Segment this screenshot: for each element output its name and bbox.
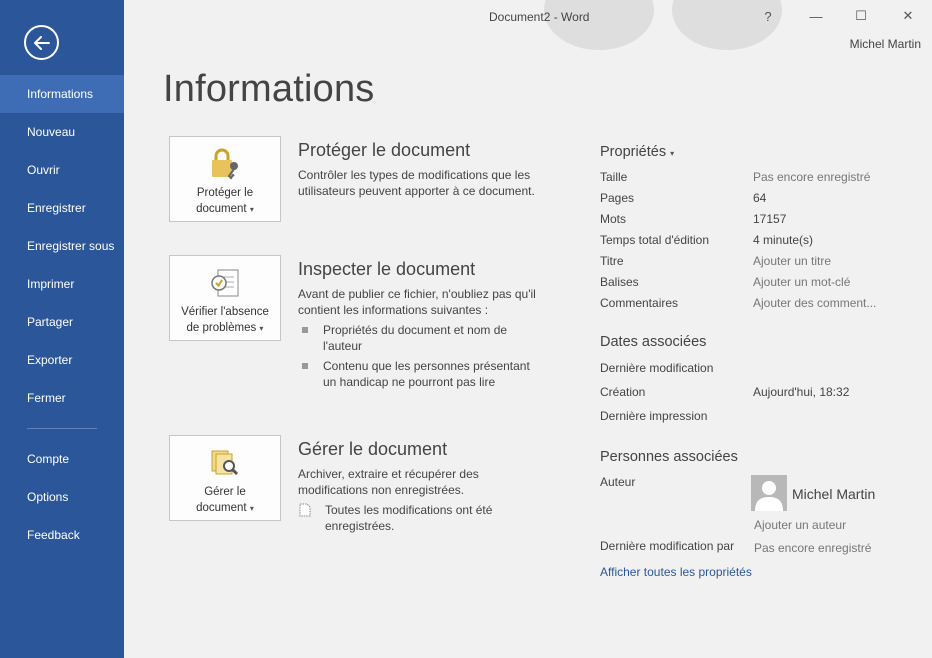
- author-label: Auteur: [600, 475, 636, 489]
- backstage-sidebar: [0, 0, 124, 658]
- nav-divider: [27, 428, 97, 429]
- date-label-creation: Création: [600, 385, 646, 399]
- last-modified-by-label: Dernière modification par: [600, 539, 735, 553]
- inspect-description: Avant de publier ce fichier, n'oubliez pas qu'il contient les informations suivantes :: [298, 287, 536, 317]
- document-title: Document2 - Word: [489, 10, 590, 24]
- nav-informations[interactable]: Informations: [0, 75, 124, 113]
- prop-label-titre: Titre: [600, 254, 624, 268]
- nav-feedback[interactable]: Feedback: [27, 528, 80, 542]
- tags-input[interactable]: Ajouter un mot-clé: [753, 275, 851, 289]
- chevron-down-icon: ▾: [249, 504, 254, 513]
- prop-value-mots: 17157: [753, 212, 787, 226]
- nav-enregistrer-sous[interactable]: Enregistrer sous: [27, 239, 115, 253]
- nav-fermer[interactable]: Fermer: [27, 391, 66, 405]
- protect-button-label: Protéger le document ▾: [196, 187, 254, 215]
- manage-document-button[interactable]: [169, 435, 281, 521]
- inspect-heading: Inspecter le document: [298, 259, 476, 279]
- bullet-square-icon: [302, 327, 308, 333]
- properties-heading[interactable]: Propriétés ▾: [600, 144, 675, 160]
- people-heading: Personnes associées: [600, 449, 738, 465]
- nav-options[interactable]: Options: [27, 490, 69, 504]
- list-item: Propriétés du document et nom de l'auteur: [298, 322, 538, 354]
- title-bar: [124, 0, 932, 50]
- help-icon[interactable]: ?: [764, 8, 772, 24]
- avatar[interactable]: [751, 475, 787, 511]
- prop-label-pages: Pages: [600, 191, 635, 205]
- title-input[interactable]: Ajouter un titre: [753, 254, 832, 268]
- chevron-down-icon: ▾: [249, 205, 254, 214]
- show-all-properties-link[interactable]: Afficher toutes les propriétés: [600, 565, 752, 579]
- document-icon: [299, 503, 311, 517]
- manage-documents-icon: [208, 446, 242, 480]
- manage-button-label: Gérer le document ▾: [196, 486, 254, 514]
- prop-label-commentaires: Commentaires: [600, 296, 679, 310]
- check-issues-button-label: Vérifier l'absence de problèmes ▾: [181, 306, 269, 334]
- prop-value-pages: 64: [753, 191, 767, 205]
- manage-description: Archiver, extraire et récupérer des modifications non enregistrées.: [298, 467, 479, 497]
- nav-exporter[interactable]: Exporter: [27, 353, 73, 367]
- signed-in-user[interactable]: Michel Martin: [849, 37, 921, 51]
- comments-input[interactable]: Ajouter des comment...: [753, 296, 877, 310]
- nav-nouveau[interactable]: Nouveau: [27, 125, 76, 139]
- author-name[interactable]: Michel Martin: [792, 486, 876, 502]
- backstage-nav: [0, 75, 124, 554]
- inspect-bullets: [298, 322, 538, 390]
- add-author-link[interactable]: Ajouter un auteur: [754, 518, 847, 532]
- last-modified-by-value: Pas encore enregistré: [754, 541, 872, 555]
- dates-heading: Dates associées: [600, 334, 707, 350]
- prop-label-temps: Temps total d'édition: [600, 233, 710, 247]
- protect-description: Contrôler les types de modifications que les utilisateurs peuvent apporter à ce document.: [298, 168, 535, 198]
- chevron-down-icon: ▾: [670, 149, 675, 158]
- protect-heading: Protéger le document: [298, 140, 471, 160]
- page-title: Informations: [163, 68, 375, 110]
- protect-section: [298, 140, 538, 199]
- chevron-down-icon: ▾: [259, 324, 264, 333]
- prop-label-taille: Taille: [600, 170, 628, 184]
- prop-label-balises: Balises: [600, 275, 639, 289]
- list-item: Contenu que les personnes présentant un handicap ne pourront pas lire: [298, 358, 538, 390]
- inspect-section: [298, 259, 538, 394]
- prop-value-temps: 4 minute(s): [753, 233, 814, 247]
- bullet-square-icon: [302, 363, 308, 369]
- nav-imprimer[interactable]: Imprimer: [27, 277, 75, 291]
- nav-enregistrer[interactable]: Enregistrer: [27, 201, 86, 215]
- nav-ouvrir[interactable]: Ouvrir: [27, 163, 60, 177]
- inspect-checklist-icon: [208, 266, 242, 300]
- check-issues-button[interactable]: [169, 255, 281, 341]
- nav-partager[interactable]: Partager: [27, 315, 74, 329]
- nav-compte[interactable]: Compte: [27, 452, 70, 466]
- close-icon[interactable]: ✕: [902, 8, 914, 23]
- prop-value-taille: Pas encore enregistré: [753, 170, 871, 184]
- date-label-derniere-impression: Dernière impression: [600, 409, 708, 423]
- lock-key-icon: [208, 147, 242, 181]
- minimize-icon[interactable]: —: [809, 8, 823, 24]
- back-arrow-icon[interactable]: [24, 25, 59, 60]
- user-silhouette-icon: [751, 475, 787, 511]
- date-label-derniere-modification: Dernière modification: [600, 361, 714, 375]
- save-status: Toutes les modifications ont été enregistrées.: [298, 502, 538, 534]
- manage-section: [298, 439, 538, 534]
- maximize-icon[interactable]: ☐: [855, 8, 867, 23]
- date-value-creation: Aujourd'hui, 18:32: [753, 385, 850, 399]
- prop-label-mots: Mots: [600, 212, 627, 226]
- decorative-circle: [544, 0, 654, 50]
- protect-document-button[interactable]: [169, 136, 281, 222]
- manage-heading: Gérer le document: [298, 439, 448, 459]
